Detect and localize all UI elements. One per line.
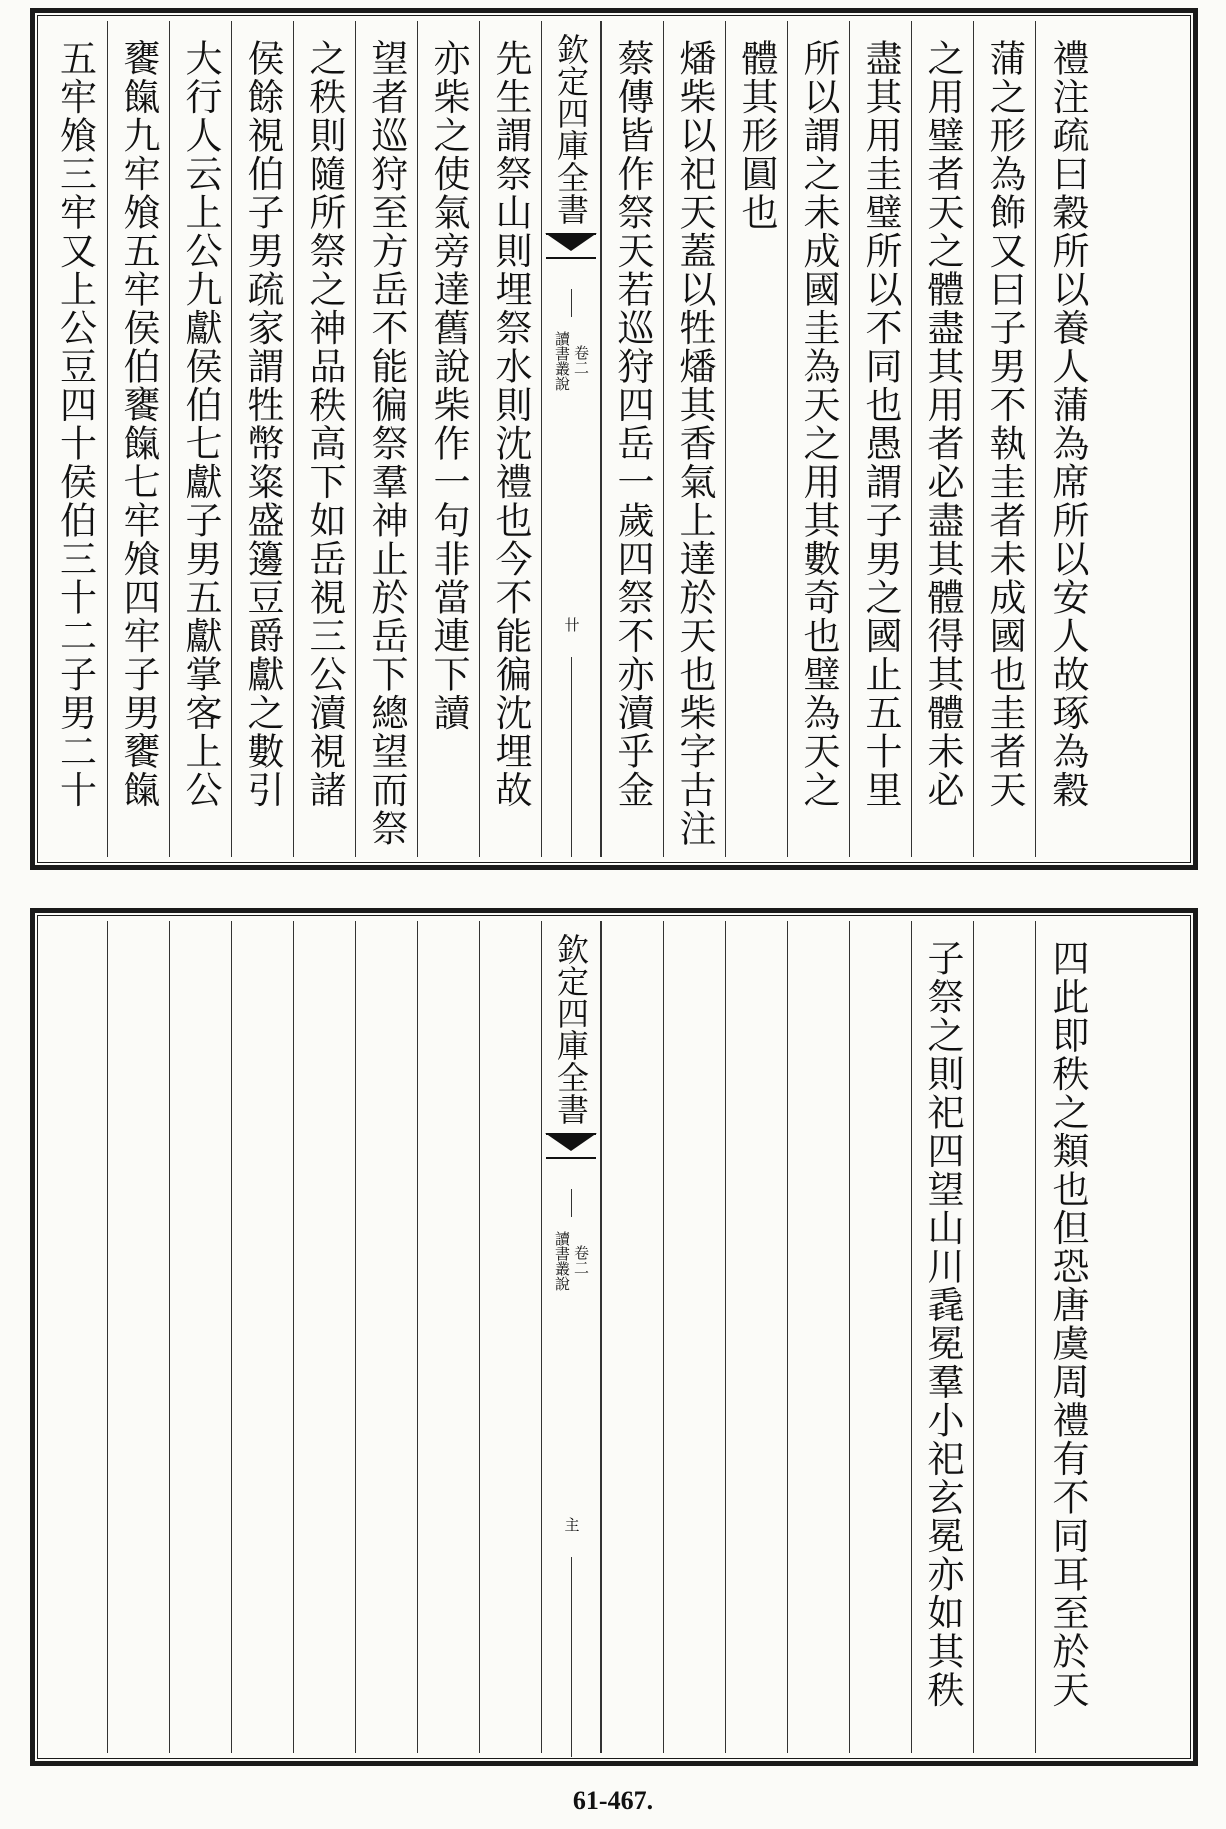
text-column (601, 21, 663, 857)
center-column (541, 21, 601, 857)
text-column (787, 921, 849, 1753)
text-column (107, 21, 169, 857)
center-volume: 卷二 (572, 345, 590, 375)
bottom-page (30, 908, 1198, 1766)
text-column (663, 921, 725, 1753)
column-text: 子祭之則祀四望山川毳冕羣小祀玄冕亦如其秩 (921, 939, 964, 1709)
column-text: 禮注疏曰穀所以養人蒲為席所以安人故琢為穀 (1046, 39, 1089, 809)
text-column (293, 21, 355, 857)
column-text: 饔餼九牢飧五牢侯伯饔餼七牢飧四牢子男饔餼 (117, 39, 160, 809)
text-column (479, 21, 541, 857)
text-column (601, 921, 663, 1753)
text-column (169, 21, 231, 857)
text-column (355, 21, 417, 857)
text-column (911, 21, 973, 857)
text-column (725, 21, 787, 857)
text-column (1035, 921, 1099, 1753)
text-column (725, 921, 787, 1753)
text-column (849, 921, 911, 1753)
column-text: 之秩則隨所祭之神品秩高下如岳視三公瀆視諸 (303, 39, 346, 809)
column-text: 五牢飧三牢又上公豆四十侯伯三十二子男二十 (53, 39, 97, 809)
center-title: 欽定四庫全書 (552, 33, 590, 225)
column-text: 燔柴以祀天蓋以牲燔其香氣上達於天也柴字古注 (673, 39, 716, 848)
fish-tail-mark (546, 233, 596, 259)
column-text: 盡其用圭璧所以不同也愚謂子男之國止五十里 (859, 39, 902, 809)
column-text: 先生謂祭山則埋祭水則沈禮也今不能徧沈埋故 (489, 39, 532, 809)
center-page-number: 卄 (562, 617, 581, 634)
text-column (107, 921, 169, 1753)
column-text: 所以謂之未成國圭為天之用其數奇也璧為天之 (797, 39, 840, 809)
text-column (43, 921, 107, 1753)
column-text: 體其形圓也 (735, 39, 778, 232)
text-column (293, 921, 355, 1753)
column-text: 亦柴之使氣旁達舊說柴作一句非當連下讀 (427, 39, 470, 732)
column-text: 蔡傳皆作祭天若巡狩四岳一歲四祭不亦瀆乎金 (611, 39, 654, 809)
text-column (663, 21, 725, 857)
text-column (849, 21, 911, 857)
center-volume: 卷二 (572, 1245, 590, 1275)
text-column (417, 921, 479, 1753)
text-column (169, 921, 231, 1753)
center-rule (571, 657, 572, 857)
text-column (973, 921, 1035, 1753)
column-text: 之用璧者天之體盡其用者必盡其體得其體未必 (921, 39, 964, 809)
center-page-number: 主 (562, 1517, 581, 1534)
column-text: 望者巡狩至方岳不能徧祭羣神止於岳下總望而祭 (365, 39, 408, 848)
text-column (973, 21, 1035, 857)
column-text: 四此即秩之類也但恐唐虞周禮有不同耳至於天 (1046, 939, 1089, 1709)
column-text: 侯餘視伯子男疏家謂牲幣粢盛籩豆爵獻之數引 (241, 39, 284, 809)
text-column (231, 921, 293, 1753)
column-text: 大行人云上公九獻侯伯七獻子男五獻掌客上公 (179, 39, 222, 809)
text-column (43, 21, 107, 857)
text-column (1035, 21, 1099, 857)
center-rule (571, 1557, 572, 1757)
center-rule (571, 289, 572, 317)
center-column (541, 921, 601, 1753)
center-rule (571, 1189, 572, 1217)
text-column (911, 921, 973, 1753)
center-book-title: 讀書叢說 (553, 331, 571, 391)
text-column (231, 21, 293, 857)
text-column (787, 21, 849, 857)
page-reference: 61-467. (572, 1786, 654, 1815)
text-column (355, 921, 417, 1753)
fish-tail-mark (546, 1133, 596, 1159)
text-column (479, 921, 541, 1753)
top-page (30, 8, 1198, 870)
center-book-title: 讀書叢說 (553, 1231, 571, 1291)
center-title: 欽定四庫全書 (552, 933, 590, 1125)
text-column (417, 21, 479, 857)
column-text: 蒲之形為飾又曰子男不執圭者未成國也圭者天 (983, 39, 1026, 809)
